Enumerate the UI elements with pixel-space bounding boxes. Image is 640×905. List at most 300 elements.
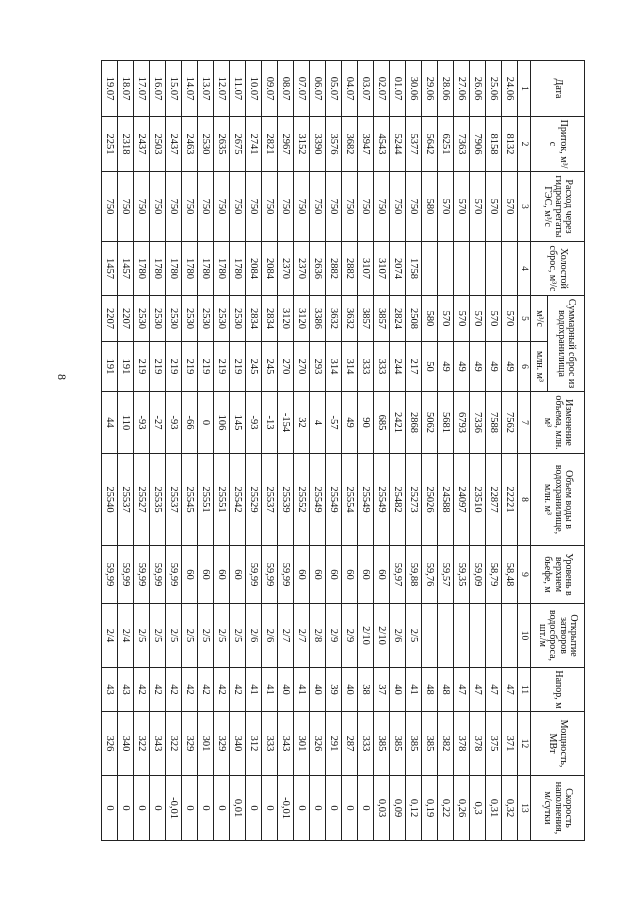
table-cell: 40 <box>342 668 358 712</box>
table-cell: 750 <box>182 172 198 242</box>
table-cell: 7562 <box>502 392 518 454</box>
table-cell: -27 <box>150 392 166 454</box>
table-row <box>102 61 118 841</box>
table-cell: 59,99 <box>134 546 150 604</box>
table-cell: 15.07 <box>166 61 182 117</box>
table-cell: 0 <box>246 776 262 841</box>
table-cell: 43 <box>102 668 118 712</box>
table-row <box>182 61 198 841</box>
table-cell: 25549 <box>310 454 326 546</box>
table-cell: 60 <box>310 546 326 604</box>
table-cell: 2530 <box>230 296 246 342</box>
table-cell: 750 <box>310 172 326 242</box>
table-cell: 2824 <box>390 296 406 342</box>
header-hpp-flow: Расход через гидроагрегаты ГЭС, м³/с <box>531 172 585 242</box>
table-cell: 41 <box>294 668 310 712</box>
table-cell: 245 <box>246 342 262 392</box>
table-cell: 3390 <box>310 117 326 172</box>
table-row <box>470 61 486 841</box>
table-cell: 3152 <box>294 117 310 172</box>
table-cell: 750 <box>374 172 390 242</box>
header-idle-discharge: Холостой сброс, м³/с <box>531 242 585 296</box>
table-cell: 750 <box>326 172 342 242</box>
column-number: 7 <box>518 392 531 454</box>
table-cell: 750 <box>102 172 118 242</box>
table-cell: 1780 <box>134 242 150 296</box>
table-cell: 60 <box>294 546 310 604</box>
table-cell: 2/9 <box>342 604 358 668</box>
table-cell: 4543 <box>374 117 390 172</box>
table-cell: 60 <box>342 546 358 604</box>
table-cell: 25537 <box>118 454 134 546</box>
table-cell: 42 <box>230 668 246 712</box>
table-cell: 326 <box>102 712 118 776</box>
column-number: 5 <box>518 296 531 342</box>
table-cell: 333 <box>358 712 374 776</box>
table-cell: 14.07 <box>182 61 198 117</box>
table-cell: 1780 <box>230 242 246 296</box>
table-cell: 24097 <box>454 454 470 546</box>
table-cell <box>454 242 470 296</box>
table-cell: 287 <box>342 712 358 776</box>
table-cell: 0,09 <box>390 776 406 841</box>
table-cell: 25552 <box>294 454 310 546</box>
table-cell: 29.06 <box>422 61 438 117</box>
table-row <box>230 61 246 841</box>
table-cell: 17.07 <box>134 61 150 117</box>
table-cell: 40 <box>278 668 294 712</box>
table-cell: 25539 <box>278 454 294 546</box>
table-cell: 25.06 <box>486 61 502 117</box>
table-cell: 59,76 <box>422 546 438 604</box>
table-cell: 24.06 <box>502 61 518 117</box>
table-cell: 570 <box>486 296 502 342</box>
table-cell: 145 <box>230 392 246 454</box>
table-cell: 03.07 <box>358 61 374 117</box>
table-cell: -0,01 <box>278 776 294 841</box>
table-cell: 2251 <box>102 117 118 172</box>
table-cell: 750 <box>134 172 150 242</box>
table-cell: 244 <box>390 342 406 392</box>
table-cell: 219 <box>166 342 182 392</box>
table-cell: 750 <box>166 172 182 242</box>
table-cell: 3576 <box>326 117 342 172</box>
table-cell: 7588 <box>486 392 502 454</box>
table-cell: 47 <box>502 668 518 712</box>
table-cell: 382 <box>438 712 454 776</box>
column-number: 11 <box>518 668 531 712</box>
table-cell: 270 <box>294 342 310 392</box>
table-cell: 2834 <box>246 296 262 342</box>
table-cell: 48 <box>438 668 454 712</box>
table-cell: 0,03 <box>374 776 390 841</box>
table-cell: 22877 <box>486 454 502 546</box>
table-cell: 23510 <box>470 454 486 546</box>
table-cell: 3947 <box>358 117 374 172</box>
table-cell: 49 <box>486 342 502 392</box>
table-cell: 333 <box>374 342 390 392</box>
table-cell: 329 <box>182 712 198 776</box>
table-row <box>262 61 278 841</box>
table-cell: 3682 <box>342 117 358 172</box>
table-cell: 58,48 <box>502 546 518 604</box>
table-row <box>406 61 422 841</box>
table-cell: 12.07 <box>214 61 230 117</box>
table-cell: 59,99 <box>150 546 166 604</box>
table-cell: 7336 <box>470 392 486 454</box>
table-cell: 59,35 <box>454 546 470 604</box>
table-cell: 110 <box>118 392 134 454</box>
table-cell: 2318 <box>118 117 134 172</box>
table-cell: 2508 <box>406 296 422 342</box>
table-cell: 2834 <box>262 296 278 342</box>
table-cell: 3632 <box>342 296 358 342</box>
table-cell: 2741 <box>246 117 262 172</box>
table-cell: 750 <box>230 172 246 242</box>
table-row <box>278 61 294 841</box>
table-cell: 60 <box>358 546 374 604</box>
table-body <box>102 61 518 841</box>
table-cell: 90 <box>358 392 374 454</box>
table-cell: 0,19 <box>422 776 438 841</box>
table-cell: 49 <box>470 342 486 392</box>
table-cell: 2675 <box>230 117 246 172</box>
table-cell: 60 <box>230 546 246 604</box>
table-cell: 0 <box>198 392 214 454</box>
table-cell: 25273 <box>406 454 422 546</box>
table-cell: 0 <box>150 776 166 841</box>
table-cell: 291 <box>326 712 342 776</box>
table-cell: 1758 <box>406 242 422 296</box>
table-cell: 0 <box>342 776 358 841</box>
table-cell: 340 <box>118 712 134 776</box>
table-cell: 6793 <box>454 392 470 454</box>
table-cell: 0,12 <box>406 776 422 841</box>
table-cell <box>486 604 502 668</box>
table-cell: 05.07 <box>326 61 342 117</box>
reservoir-operation-table <box>101 60 585 841</box>
table-cell: -66 <box>182 392 198 454</box>
header-total-mln: млн. м³ <box>531 342 548 392</box>
table-cell: 2421 <box>390 392 406 454</box>
column-number: 8 <box>518 454 531 546</box>
table-cell: 2/6 <box>262 604 278 668</box>
table-cell: 750 <box>390 172 406 242</box>
table-cell: 0 <box>214 776 230 841</box>
table-cell: 570 <box>438 172 454 242</box>
table-cell: 1780 <box>182 242 198 296</box>
table-cell: 25551 <box>198 454 214 546</box>
table-cell: 340 <box>230 712 246 776</box>
table-cell: 750 <box>358 172 374 242</box>
table-cell: 2370 <box>294 242 310 296</box>
table-cell: 2/4 <box>118 604 134 668</box>
header-volume-change: Изменение объема, млн. м³ <box>531 392 585 454</box>
table-cell: 25549 <box>358 454 374 546</box>
table-cell: 7363 <box>454 117 470 172</box>
table-cell: 50 <box>422 342 438 392</box>
table-cell: 42 <box>214 668 230 712</box>
table-cell: 19.07 <box>102 61 118 117</box>
column-number-row <box>518 61 531 841</box>
table-cell: 32 <box>294 392 310 454</box>
table-cell: 2074 <box>390 242 406 296</box>
table-cell: 2084 <box>246 242 262 296</box>
table-cell: 48 <box>422 668 438 712</box>
table-cell: 750 <box>294 172 310 242</box>
table-cell: -57 <box>326 392 342 454</box>
table-cell: 219 <box>182 342 198 392</box>
table-cell: 378 <box>470 712 486 776</box>
table-cell: 47 <box>454 668 470 712</box>
table-cell: 30.06 <box>406 61 422 117</box>
table-cell: 26.06 <box>470 61 486 117</box>
table-cell: 27.06 <box>454 61 470 117</box>
table-cell: 2967 <box>278 117 294 172</box>
table-cell: 219 <box>214 342 230 392</box>
table-cell: 1457 <box>118 242 134 296</box>
table-row <box>342 61 358 841</box>
header-inflow: Приток, м³/с <box>531 117 585 172</box>
table-cell: 59,99 <box>262 546 278 604</box>
table-cell: 0,01 <box>230 776 246 841</box>
table-cell: 25549 <box>374 454 390 546</box>
table-cell: 49 <box>454 342 470 392</box>
table-cell: 38 <box>358 668 374 712</box>
header-fill-speed: Скорость наполнения, м/сутки <box>531 776 585 841</box>
table-cell: 3857 <box>358 296 374 342</box>
table-cell: 570 <box>454 296 470 342</box>
table-cell: 750 <box>262 172 278 242</box>
table-cell: 2463 <box>182 117 198 172</box>
table-cell: 2/5 <box>182 604 198 668</box>
table-cell: 2/7 <box>294 604 310 668</box>
table-cell: 06.07 <box>310 61 326 117</box>
header-power: Мощность, МВт <box>531 712 585 776</box>
table-cell: 22221 <box>502 454 518 546</box>
column-number: 10 <box>518 604 531 668</box>
table-cell: 5377 <box>406 117 422 172</box>
table-cell: -93 <box>166 392 182 454</box>
table-cell: 245 <box>262 342 278 392</box>
table-cell: 322 <box>166 712 182 776</box>
table-cell: 0 <box>198 776 214 841</box>
column-number: 1 <box>518 61 531 117</box>
table-cell: 59,57 <box>438 546 454 604</box>
table-cell: 385 <box>406 712 422 776</box>
table-cell: 301 <box>294 712 310 776</box>
table-cell: 47 <box>470 668 486 712</box>
table-cell <box>502 242 518 296</box>
table-cell: 191 <box>102 342 118 392</box>
table-cell: 25554 <box>342 454 358 546</box>
column-number: 2 <box>518 117 531 172</box>
table-cell: 191 <box>118 342 134 392</box>
table-row <box>374 61 390 841</box>
table-cell: 40 <box>310 668 326 712</box>
table-cell: 312 <box>246 712 262 776</box>
table-cell: 41 <box>246 668 262 712</box>
table-cell: 3120 <box>278 296 294 342</box>
table-row <box>246 61 262 841</box>
column-number: 13 <box>518 776 531 841</box>
table-cell: 570 <box>470 296 486 342</box>
table-cell: 343 <box>150 712 166 776</box>
table-cell: 8158 <box>486 117 502 172</box>
table-row <box>214 61 230 841</box>
table-row <box>454 61 470 841</box>
table-cell: 371 <box>502 712 518 776</box>
table-cell: 0,26 <box>454 776 470 841</box>
table-cell: 2530 <box>198 296 214 342</box>
table-cell: 25549 <box>326 454 342 546</box>
table-cell: 750 <box>278 172 294 242</box>
table-cell: 570 <box>454 172 470 242</box>
table-cell: 570 <box>486 172 502 242</box>
table-cell: 0,31 <box>486 776 502 841</box>
table-cell: 343 <box>278 712 294 776</box>
table-cell: 2/5 <box>166 604 182 668</box>
table-cell: 2/5 <box>198 604 214 668</box>
table-cell: 301 <box>198 712 214 776</box>
table-cell: 219 <box>150 342 166 392</box>
table-cell: 0 <box>182 776 198 841</box>
table-cell: 8132 <box>502 117 518 172</box>
table-cell: 09.07 <box>262 61 278 117</box>
table-cell: 59,99 <box>278 546 294 604</box>
table-cell: 0,32 <box>502 776 518 841</box>
table-cell: 59,88 <box>406 546 422 604</box>
table-cell: 7906 <box>470 117 486 172</box>
table-cell: 385 <box>374 712 390 776</box>
table-cell: 0 <box>326 776 342 841</box>
table-cell: 43 <box>118 668 134 712</box>
table-cell: 750 <box>342 172 358 242</box>
table-cell <box>422 242 438 296</box>
table-cell: 2207 <box>102 296 118 342</box>
column-number: 4 <box>518 242 531 296</box>
table-cell: 49 <box>342 392 358 454</box>
table-cell: 219 <box>198 342 214 392</box>
table-cell: 750 <box>150 172 166 242</box>
table-cell: 314 <box>342 342 358 392</box>
column-number: 9 <box>518 546 531 604</box>
table-cell: 2/8 <box>310 604 326 668</box>
table-cell: 570 <box>502 296 518 342</box>
table-cell: 2530 <box>150 296 166 342</box>
table-cell: 385 <box>422 712 438 776</box>
table-cell: -93 <box>134 392 150 454</box>
table-cell <box>486 242 502 296</box>
table-cell: 60 <box>182 546 198 604</box>
table-cell: 25537 <box>166 454 182 546</box>
table-row <box>134 61 150 841</box>
table-cell: 2084 <box>262 242 278 296</box>
table-cell: 219 <box>134 342 150 392</box>
table-cell: 08.07 <box>278 61 294 117</box>
table-cell: 25535 <box>150 454 166 546</box>
table-row <box>438 61 454 841</box>
table-cell: 58,79 <box>486 546 502 604</box>
table-cell: 41 <box>406 668 422 712</box>
table-cell: 25542 <box>230 454 246 546</box>
table-cell: 570 <box>438 296 454 342</box>
table-cell: 329 <box>214 712 230 776</box>
table-cell: 2530 <box>166 296 182 342</box>
table-cell: 322 <box>134 712 150 776</box>
table-cell: 47 <box>486 668 502 712</box>
table-cell: 25551 <box>214 454 230 546</box>
table-cell: 59,99 <box>102 546 118 604</box>
table-cell: 750 <box>406 172 422 242</box>
table-row <box>502 61 518 841</box>
table-cell: 2/5 <box>150 604 166 668</box>
table-cell: 2530 <box>214 296 230 342</box>
table-cell: 2/4 <box>102 604 118 668</box>
table-cell <box>438 604 454 668</box>
table-cell: 750 <box>214 172 230 242</box>
table-row <box>294 61 310 841</box>
table-cell: 59,99 <box>166 546 182 604</box>
table-row <box>358 61 374 841</box>
table-cell: 0 <box>118 776 134 841</box>
table-cell <box>454 604 470 668</box>
table-cell: 42 <box>134 668 150 712</box>
table-cell: 2/5 <box>134 604 150 668</box>
table-cell: 2/5 <box>230 604 246 668</box>
table-cell: 25026 <box>422 454 438 546</box>
table-cell: 6251 <box>438 117 454 172</box>
table-cell: 40 <box>390 668 406 712</box>
table-cell: 25529 <box>246 454 262 546</box>
table-cell <box>502 604 518 668</box>
header-volume: Объем воды в водохранилище, млн. м³ <box>531 454 585 546</box>
table-cell: 2/7 <box>278 604 294 668</box>
page-number: 8 <box>55 374 69 380</box>
table-cell: 0,3 <box>470 776 486 841</box>
table-cell: 2821 <box>262 117 278 172</box>
table-cell: 25537 <box>262 454 278 546</box>
table-cell: 570 <box>470 172 486 242</box>
table-cell: 1457 <box>102 242 118 296</box>
table-cell: 4 <box>310 392 326 454</box>
table-cell: 59,09 <box>470 546 486 604</box>
table-cell: 42 <box>150 668 166 712</box>
table-cell: 11.07 <box>230 61 246 117</box>
table-cell: 3857 <box>374 296 390 342</box>
table-cell: 25545 <box>182 454 198 546</box>
table-cell: 5642 <box>422 117 438 172</box>
table-cell: -13 <box>262 392 278 454</box>
table-cell: 42 <box>198 668 214 712</box>
table-cell: 3386 <box>310 296 326 342</box>
header-gates: Открытие затворов водосброса, шт./м <box>531 604 585 668</box>
table-cell: 10.07 <box>246 61 262 117</box>
table-row <box>198 61 214 841</box>
table-cell: 16.07 <box>150 61 166 117</box>
table-cell: 04.07 <box>342 61 358 117</box>
table-cell <box>470 604 486 668</box>
table-cell: 2437 <box>166 117 182 172</box>
header-head: Напор, м <box>531 668 585 712</box>
table-cell: 2/6 <box>246 604 262 668</box>
table-cell: -93 <box>246 392 262 454</box>
table-row <box>118 61 134 841</box>
table-cell: 0 <box>358 776 374 841</box>
table-cell: 2207 <box>118 296 134 342</box>
table-cell: 293 <box>310 342 326 392</box>
table-cell: 25527 <box>134 454 150 546</box>
